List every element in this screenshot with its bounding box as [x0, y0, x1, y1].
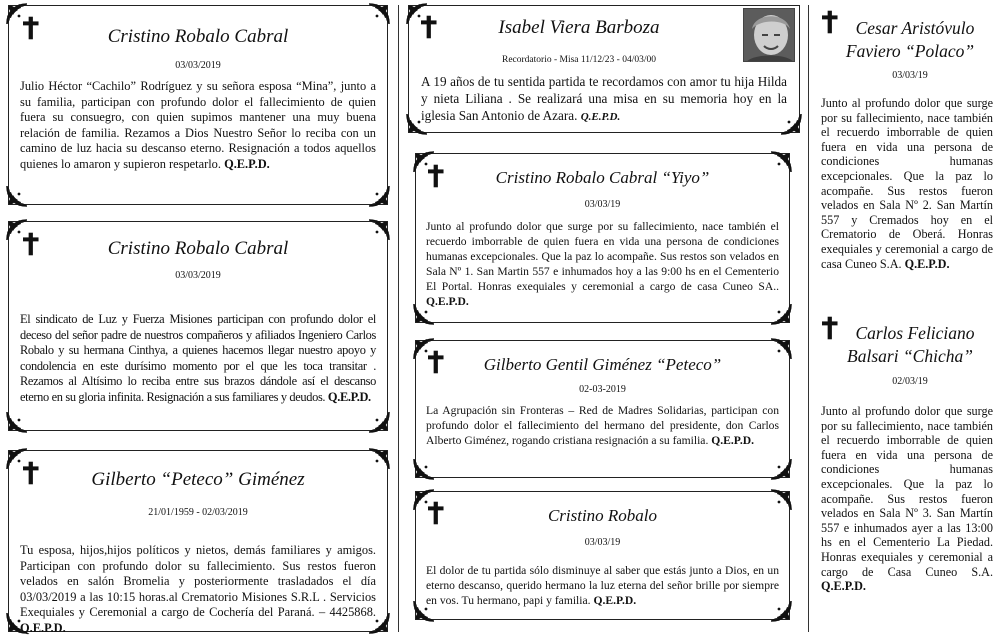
notice-date: 03/03/19 [584, 537, 621, 548]
deceased-name: Gilberto Gentil Giménez “Peteco” [483, 355, 722, 374]
column-divider [808, 5, 809, 632]
notice-date: 03/03/19 [892, 70, 928, 81]
notice-text: Junto al profundo dolor que surge por su fallecimiento, nace también el recuerdo imborrable de quien fuera en vida una persona de condiciones humanas excepcionales. Que la paz lo acompañe. Sus restos fueron velados en Sala Nº 3. San Martín 557 e inhumados ayer a las 13:00 hs en el Cementerio La Piedad. Honras exequiales y ceremonial a cargo de Casa Cuneo S.A. Q.E.P.D. [821, 404, 993, 594]
notice-date: 21/01/1959 - 02/03/2019 [148, 507, 248, 518]
deceased-name: Cristino Robalo Cabral [107, 238, 289, 259]
notice-text: A 19 años de tu sentida partida te recordamos con amor tu hija Hilda y nieta Liliana . Se realizará una misa en su memoria hoy en la iglesia San Antonio de Azara. Q.E.P.D. [421, 74, 787, 123]
portrait-photo [743, 8, 795, 62]
notice-text: La Agrupación sin Fronteras – Red de Madres Solidarias, participan con profundo dolor el fallecimiento del hermano del presidente, don Carlos Alberto Giménez, rogando cristiana resignación a su familia. Q.E.P.D. [426, 404, 779, 447]
notice-date: 03/03/2019 [175, 270, 221, 281]
deceased-name: Cristino Robalo [547, 506, 658, 525]
obituary-card [8, 5, 388, 205]
deceased-name: Balsari “Chicha” [847, 346, 973, 366]
notice-date: Recordatorio - Misa 11/12/23 - 04/03/00 [502, 55, 656, 65]
obituary-card [415, 340, 790, 478]
obituary-card [415, 491, 790, 620]
deceased-name: Cristino Robalo Cabral “Yiyo” [495, 168, 710, 187]
notice-date: 02-03-2019 [579, 384, 626, 395]
ornament-corner-icon [6, 185, 28, 207]
ornament-corner-icon [770, 458, 792, 480]
obituary-card [415, 153, 790, 323]
obituary-card [408, 5, 800, 133]
ornament-corner-icon [368, 411, 390, 433]
deceased-name: Faviero “Polaco” [845, 41, 975, 61]
ornament-corner-icon [368, 3, 390, 25]
notice-date: 03/03/19 [584, 199, 621, 210]
column-divider [398, 5, 399, 632]
notice-text: El dolor de tu partida sólo disminuye al saber que estás junto a Dios, en un eterno descanso, querido hermano la luz eterna del señor brille por siempre en vos. Tu hermano, papi y familia. Q.E.P.D. [426, 564, 779, 607]
ornament-corner-icon [6, 411, 28, 433]
notice-date: 03/03/2019 [175, 60, 221, 71]
ornament-corner-icon [413, 458, 435, 480]
deceased-name: Carlos Feliciano [855, 323, 975, 343]
deceased-name: Cristino Robalo Cabral [107, 26, 289, 47]
obituary-card [8, 450, 388, 635]
notice-text: Julio Héctor “Cachilo” Rodríguez y su señora esposa “Mina”, junto a su familia, participan con profundo dolor el fallecimiento de quien fuera su consuegro, con quien supimos mantener una muy buena relación de familia. Rezamos a Dios Nuestro Señor lo reciba con un camino de luz hacia su descanso eterno. Resignación a todos aquellos quienes lo amaron y supieron respetarlo. Q.E.P.D. [20, 79, 376, 171]
notice-text: Junto al profundo dolor que surge por su fallecimiento, nace también el recuerdo imborrable de quien fuera en vida una persona de condiciones humanas excepcionales. Que la paz lo acompañe. Sus restos fueron velados en Sala Nº 2. San Martín 557 y Cremados hoy en el Crematorio de Oberá. Honras exequiales y ceremonial a cargo de casa Cuneo S.A. Q.E.P.D. [821, 96, 993, 271]
notice-date: 02/03/19 [892, 376, 928, 387]
deceased-name: Gilberto “Peteco” Giménez [91, 469, 305, 490]
ornament-corner-icon [368, 448, 390, 470]
portrait-image [744, 9, 795, 62]
notice-text: Junto al profundo dolor que surge por su fallecimiento, nace también el recuerdo imborrable de quien fuera en vida una persona de condiciones humanas excepcionales. Que la paz lo acompañe. Sus restos son velados en Sala Nº 1. San Martin 557 e inhumados hoy a las 9:00 hs en el Cementerio El Portal. Honras exequiales y ceremonial a cargo de casa Cuneo SA.. Q.E.P.D. [426, 220, 779, 308]
deceased-name: Isabel Viera Barboza [498, 17, 660, 38]
notice-text: El sindicato de Luz y Fuerza Misiones participan con profundo dolor el deceso del señor padre de nuestros compañeros y afiliados Ingeniero Carlos Robalo y su hermana Cinthya, a quienes hacemos llegar nuestro apoyo y condolencia en este durísimo momento por el que les toca transitar . Rezamos al Altísimo lo reciba entre sus brazos dándole así el descanso eterno en su gloria infinita. Resignación a sus familiares y deudos. Q.E.P.D. [20, 312, 376, 404]
notice-text: Tu esposa, hijos,hijos políticos y nietos, demás familiares y amigos. Participan con profundo dolor su fallecimiento. Sus restos fueron velados en salón Bromelia y posteriormente trasladados el día 03/03/2019 a las 10:15 horas.al Crematorio Misiones S.R.L . Servicios Exequiales y Ceremonial a cargo de Cochería del Paraná. – 4425868. Q.E.P.D. [20, 543, 376, 635]
ornament-corner-icon [368, 185, 390, 207]
obituary-card [8, 221, 388, 431]
deceased-name: Cesar Aristóvulo [855, 18, 975, 38]
